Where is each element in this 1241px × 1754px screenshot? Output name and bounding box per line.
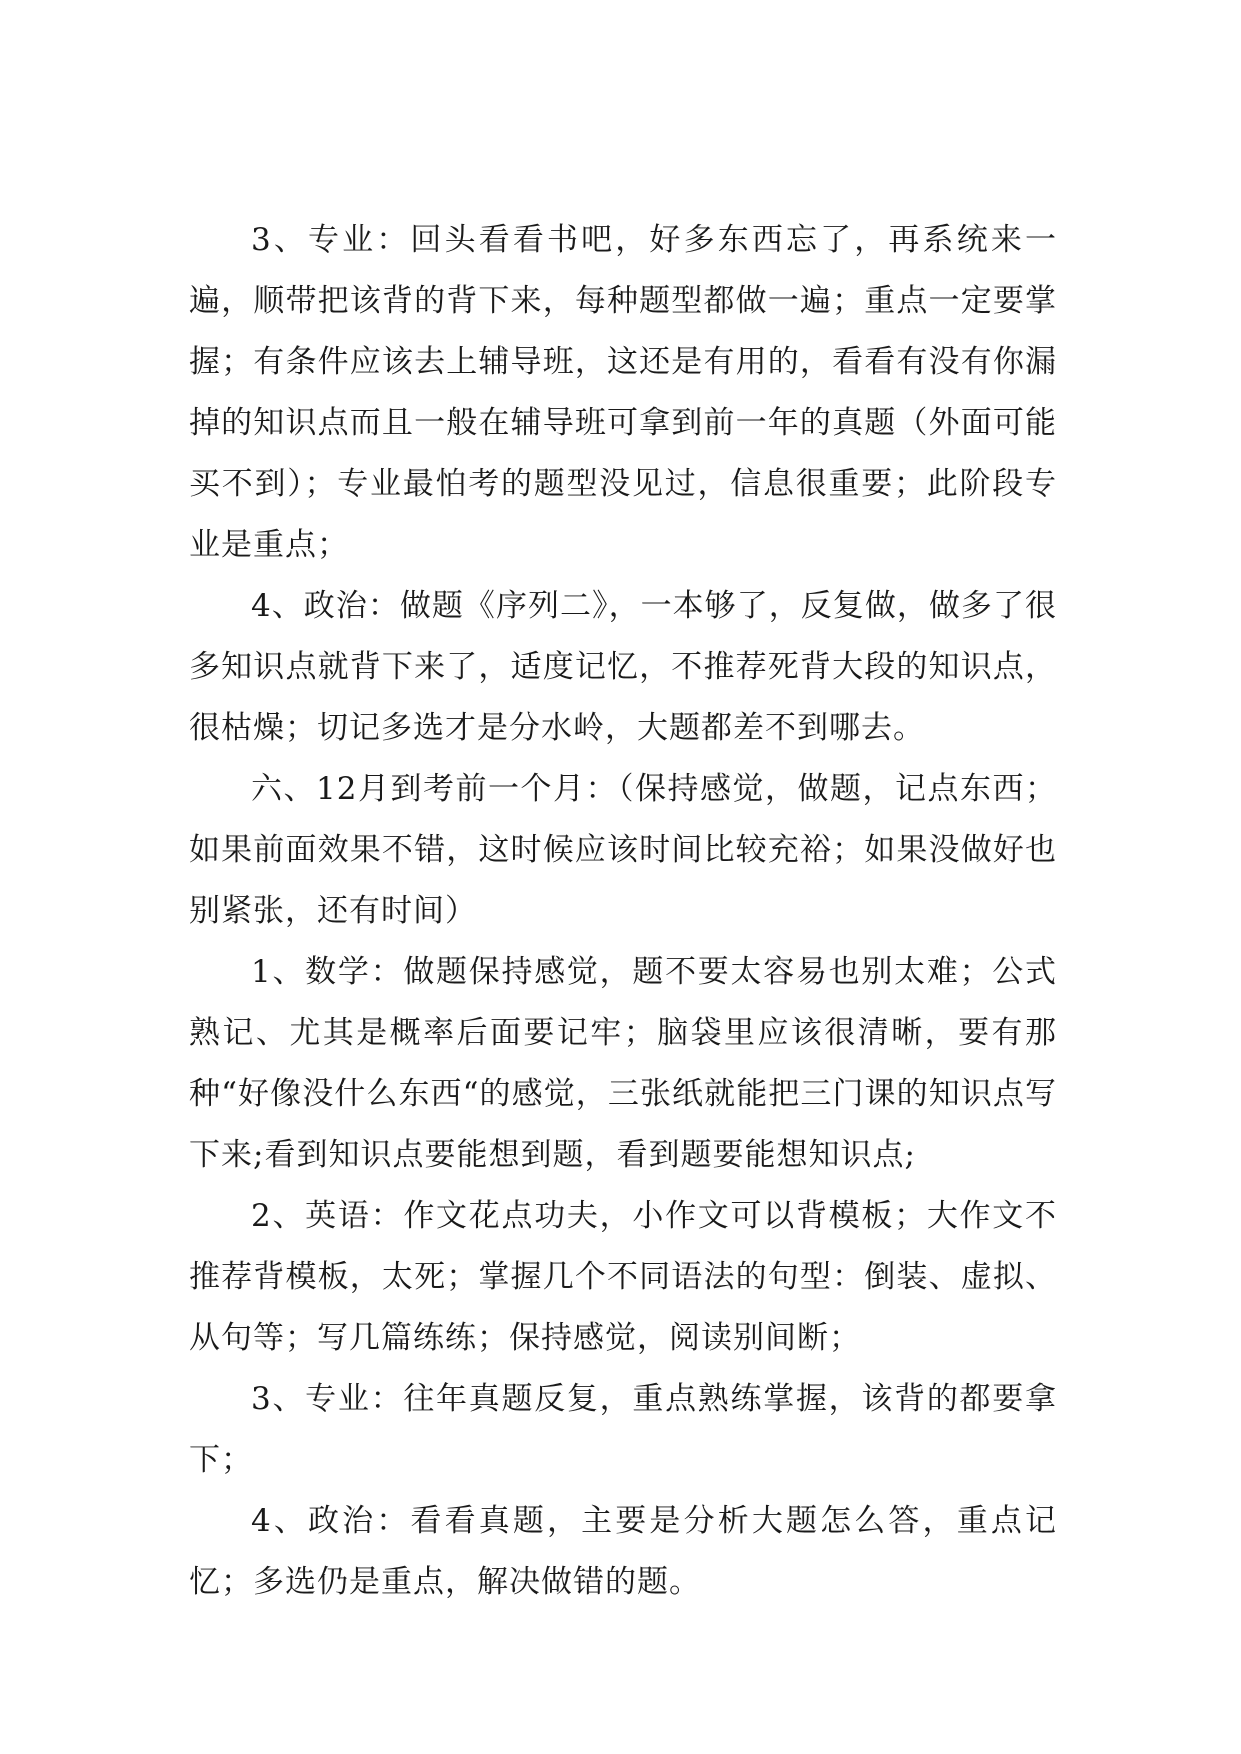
paragraph-politics-practice: 4、政治：做题《序列二》，一本够了，反复做，做多了很多知识点就背下来了，适度记忆，不推荐死背大段的知识点，很枯燥；切记多选才是分水岭，大题都差不到哪去。 [189, 588, 1057, 746]
paragraph-major-review: 3、专业：回头看看书吧，好多东西忘了，再系统来一遍，顺带把该背的背下来，每种题型都做一遍；重点一定要掌握；有条件应该去上辅导班，这还是有用的，看看有没有你漏掉的知识点而且一般在辅导班可拿到前一年的真题（外面可能买不到）；专业最怕考的题型没见过，信息很重要；此阶段专业是重点； [189, 222, 1057, 563]
document-body [189, 210, 1057, 1613]
paragraph-math: 1、数学：做题保持感觉，题不要太容易也别太难；公式熟记、尤其是概率后面要记牢；脑袋里应该很清晰，要有那种“好像没什么东西“的感觉，三张纸就能把三门课的知识点写下来;看到知识点要能想到题，看到题要能想知识点; [189, 954, 1057, 1173]
paragraph-major-past-exams: 3、专业：往年真题反复，重点熟练掌握，该背的都要拿下； [189, 1381, 1057, 1478]
paragraph-politics-past-exams: 4、政治：看看真题，主要是分析大题怎么答，重点记忆；多选仍是重点，解决做错的题。 [189, 1503, 1057, 1600]
paragraph-section-six-heading: 六、12月到考前一个月：（保持感觉，做题，记点东西；如果前面效果不错，这时候应该时间比较充裕；如果没做好也别紧张，还有时间） [189, 771, 1057, 929]
paragraph-english: 2、英语：作文花点功夫，小作文可以背模板；大作文不推荐背模板，太死；掌握几个不同语法的句型：倒装、虚拟、从句等；写几篇练练；保持感觉，阅读别间断； [189, 1198, 1057, 1356]
